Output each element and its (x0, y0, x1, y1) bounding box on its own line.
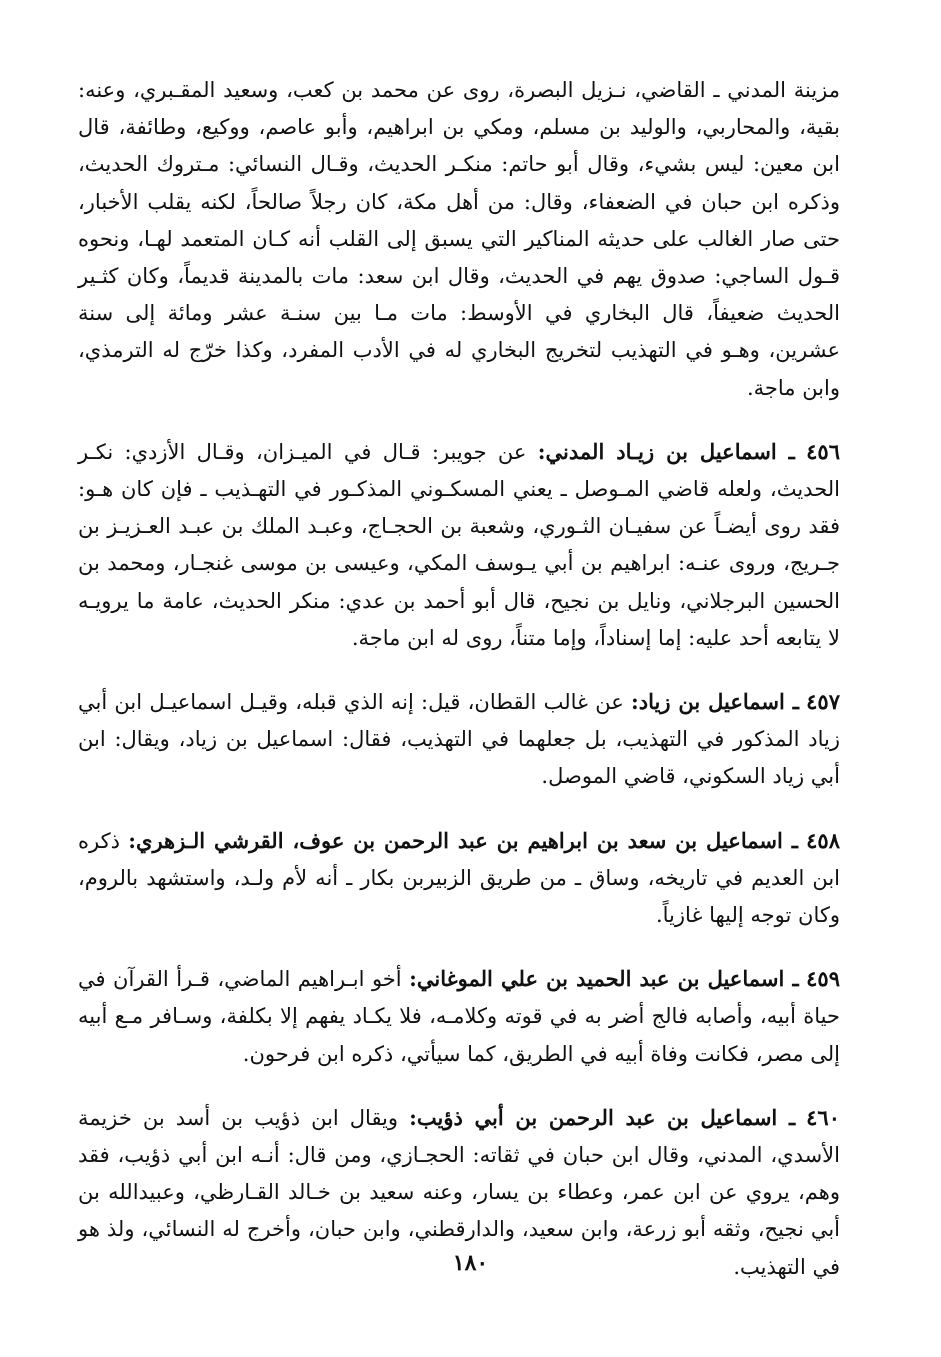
entry-body: عن غالب القطان، قيل: إنه الذي قبله، وقيـل اسماعيـل ابن أبي زياد المذكور في التهذيب، بل جعلهما في التهذيب، فقال: اسماعيل بن زياد، ويقال: ابن أبي زياد السكوني، قاضي الموصل. (78, 690, 840, 789)
entry-heading: ـ اسماعيل بن سعد بن ابراهيم بن عبد الرحمن بن عوف، القرشي الـزهري: (128, 827, 798, 853)
entry-number: ٤٦٠ (806, 1104, 840, 1130)
intro-paragraph: مزينة المدني ـ القاضي، نـزيل البصرة، روى عن محمد بن كعب، وسعيد المقـبري، وعنه: بقية، والمحاربي، والوليد بن مسلم، ومكي بن ابراهيم، وأبو عاصم، ووكيع، وطائفة، قال ابن معين: ليس بشيء، وقال أبو حاتم: منكـر الحديث، وقـال النسائي: مـتروك الحديث، وذكره ابن حبان في الضعفاء، وقال: من أهل مكة، كان رجلاً صالحاً، لكنه يقلب الأخبار، حتى صار الغالب على حديثه المناكير التي يسبق إلى القلب أنه كـان المتعمد لهـا، ونحوه قـول الساجي: صدوق يهم في الحديث، وقال ابن سعد: مات بالمدينة قديماً، وكان كثـير الحديث ضعيفاً، قال البخاري في الأوسط: مات مـا بين سنـة عشر ومائة إلى سنة عشرين، وهـو في التهذيب لتخريج البخاري له في الأدب المفرد، وكذا خرّج له الترمذي، وابن ماجة. (78, 78, 840, 400)
entry-456 (78, 433, 840, 657)
entry-459 (78, 960, 840, 1073)
entry-457 (78, 683, 840, 796)
page-body (78, 72, 840, 1286)
entry-heading: ـ اسماعيل بن زيـاد المدني: (537, 438, 795, 464)
entry-body: ذكره ابن العديم في تاريخه، وساق ـ من طريق الزبيربن بكار ـ أنه لأم ولـد، واستشهد بالروم، وكان توجه إليها غازياً. (78, 828, 840, 928)
entry-body: أخو ابـراهيم الماضي، قـرأ القرآن في حياة أبيه، وأصابه فالج أضر به في قوته وكلامـه، فلا يكـاد يفهم إلا بكلفة، وسـافر مـع أبيه إلى مصر، فكانت وفاة أبيه في الطريق، كما سيأتي، ذكره ابن فرحون. (78, 967, 840, 1066)
entry-number: ٤٥٦ (806, 438, 840, 464)
entry-heading: ـ اسماعيل بن عبد الحميد بن علي الموغاني: (409, 966, 799, 992)
entry-heading: ـ اسماعيل بن زياد: (631, 689, 799, 715)
entry-number: ٤٥٧ (806, 689, 840, 715)
entry-body: ويقال ابن ذؤيب بن أسد بن خزيمة الأسدي، المدني، وقال ابن حبان في ثقاته: الحجـازي، ومن قال: أنـه ابن أبي ذؤيب، فقد وهم، يروي عن ابن عمر، وعطاء بن يسار، وعنه سعيد بن خـالد القـارظي، وعبيدالله بن أبي نجيح، وثقه أبو زرعة، وابن سعيد، والدارقطني، وابن حبان، وأخرج له النسائي، ولذ هو في التهذيب. (78, 1105, 840, 1279)
entry-number: ٤٥٨ (806, 827, 840, 853)
page-number: ١٨٠ (452, 1250, 489, 1276)
entry-body: عن جويبر: قـال في الميـزان، وقـال الأزدي: نكـر الحديث، ولعله قاضي المـوصل ـ يعني المسكـوني المذكـور في التهـذيب ـ فإن كان هـو: فقد روى أيضـاً عن سفيـان الثـوري، وشعبة بن الحجـاج، وعبـد الملك بن عبـد العـزيـز بن جـريج، وروى عنـه: ابراهيم بن أبي يـوسف المكي، وعيسى بن موسى غنجـار، ومحمد بن الحسين البرجلاني، ونايل بن نجيح، قال أبو أحمد بن عدي: منكر الحديث، عامة ما يرويـه لا يتابعه أحد عليه: إما إسناداً، وإما متناً، روى له ابن ماجة. (78, 439, 841, 650)
entry-heading: ـ اسماعيل بن عبد الرحمن بن أبي ذؤيب: (409, 1104, 796, 1130)
entry-458 (78, 822, 840, 935)
entry-number: ٤٥٩ (806, 966, 840, 992)
